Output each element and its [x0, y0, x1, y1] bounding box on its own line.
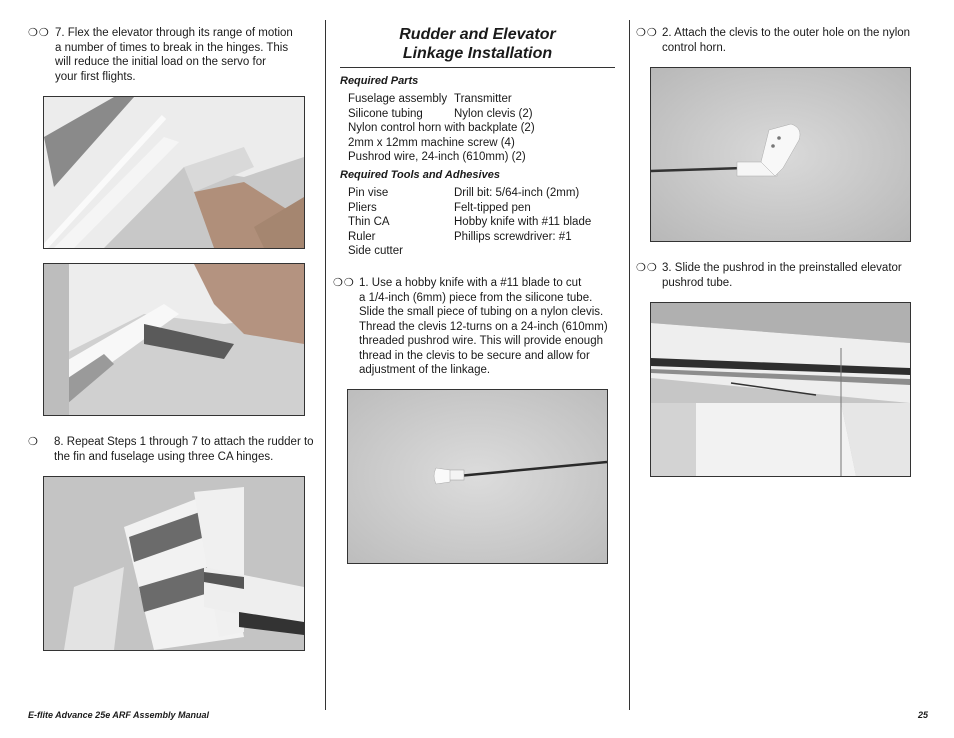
step-3-line: 3. Slide the pushrod in the preinstalled elevator: [662, 262, 902, 274]
required-tools-heading: Required Tools and Adhesives: [340, 169, 500, 181]
photo-pushrod-in-tube: [650, 302, 911, 477]
section-title: [340, 25, 615, 63]
column-divider-left: [325, 20, 326, 710]
tool-item: Drill bit: 5/64-inch (2mm): [454, 187, 580, 199]
tools-row: [348, 201, 618, 216]
checkbox-icon[interactable]: ❍❍: [636, 262, 658, 274]
step-8: [28, 435, 318, 467]
parts-row: [348, 150, 618, 165]
tool-item: Side cutter: [348, 245, 403, 257]
tools-row: [348, 230, 618, 245]
step-1-line: adjustment of the linkage.: [359, 364, 491, 376]
photo-clevis-on-pushrod: [347, 389, 608, 564]
step-1-line: threaded pushrod wire. This will provide enough: [359, 335, 603, 347]
tool-item: Pliers: [348, 201, 377, 214]
photo-flex-elevator-hand: [43, 263, 305, 416]
tools-row: [348, 215, 618, 230]
footer-page-number: 25: [918, 710, 929, 720]
part-item: Transmitter: [454, 93, 512, 105]
photo-rudder-attached: [43, 476, 305, 651]
step-8-text: [54, 435, 314, 464]
step-1-line: 1. Use a hobby knife with a #11 blade to cut: [359, 277, 582, 289]
step-1-line: a 1/4-inch (6mm) piece from the silicone tube.: [359, 291, 593, 304]
step-8-line: 8. Repeat Steps 1 through 7 to attach the rudder to: [54, 436, 314, 448]
step-3-text: [662, 261, 902, 290]
step-1-text: [359, 276, 608, 378]
part-item: 2mm x 12mm machine screw (4): [348, 136, 515, 149]
tool-item: Pin vise: [348, 187, 389, 199]
step-7: [28, 26, 318, 86]
step-2-line: 2. Attach the clevis to the outer hole on the nylon: [662, 27, 911, 39]
photo-flex-elevator: [43, 96, 305, 249]
part-item: Nylon control horn with backplate (2): [348, 122, 535, 134]
title-underline: [340, 67, 615, 68]
step-3-line: pushrod tube.: [662, 276, 733, 289]
required-tools-list: [348, 186, 618, 259]
step-3: [636, 261, 936, 293]
step-1-line: thread in the clevis to be secure and allow for: [359, 349, 590, 362]
step-7-line: 7. Flex the elevator through its range of motion: [55, 27, 293, 39]
tool-item: Ruler: [348, 230, 376, 243]
step-1-line: Thread the clevis 12-turns on a 24-inch (610mm): [359, 320, 608, 333]
tools-row: [348, 186, 618, 201]
section-title-line: Linkage Installation: [402, 45, 553, 62]
required-parts-list: [348, 92, 618, 165]
required-parts-heading: Required Parts: [340, 75, 419, 87]
step-8-line: the fin and fuselage using three CA hinges.: [54, 450, 274, 463]
part-item: Silicone tubing: [348, 107, 423, 120]
checkbox-icon[interactable]: ❍❍: [333, 277, 355, 289]
parts-row: [348, 136, 618, 151]
tools-row: [348, 244, 618, 259]
tool-item: Thin CA: [348, 216, 390, 228]
part-item: Pushrod wire, 24-inch (610mm) (2): [348, 151, 526, 163]
parts-row: [348, 121, 618, 136]
checkbox-icon[interactable]: ❍❍: [636, 27, 658, 39]
step-7-text: [55, 26, 293, 84]
step-7-line: your first flights.: [55, 70, 136, 83]
tool-item: Phillips screwdriver: #1: [454, 230, 572, 243]
step-2: [636, 26, 936, 58]
step-7-line: a number of times to break in the hinges. This: [55, 41, 289, 54]
parts-row: [348, 92, 618, 107]
checkbox-icon[interactable]: ❍❍: [28, 27, 50, 39]
photo-clevis-control-horn: [650, 67, 911, 242]
checkbox-icon[interactable]: ❍: [28, 436, 39, 448]
step-2-text: [662, 26, 910, 55]
parts-row: [348, 107, 618, 122]
part-item: Fuselage assembly: [348, 93, 448, 105]
step-1-line: Slide the small piece of tubing on a nylon clevis.: [359, 306, 604, 318]
tool-item: Felt-tipped pen: [454, 201, 531, 214]
column-divider-right: [629, 20, 630, 710]
step-2-line: control horn.: [662, 41, 726, 54]
part-item: Nylon clevis (2): [454, 107, 533, 120]
step-7-line: will reduce the initial load on the servo for: [55, 56, 266, 68]
section-title-line: Rudder and Elevator: [399, 26, 556, 43]
step-1: [333, 276, 623, 380]
tool-item: Hobby knife with #11 blade: [454, 216, 592, 228]
footer-manual-title: E-flite Advance 25e ARF Assembly Manual: [28, 710, 210, 720]
